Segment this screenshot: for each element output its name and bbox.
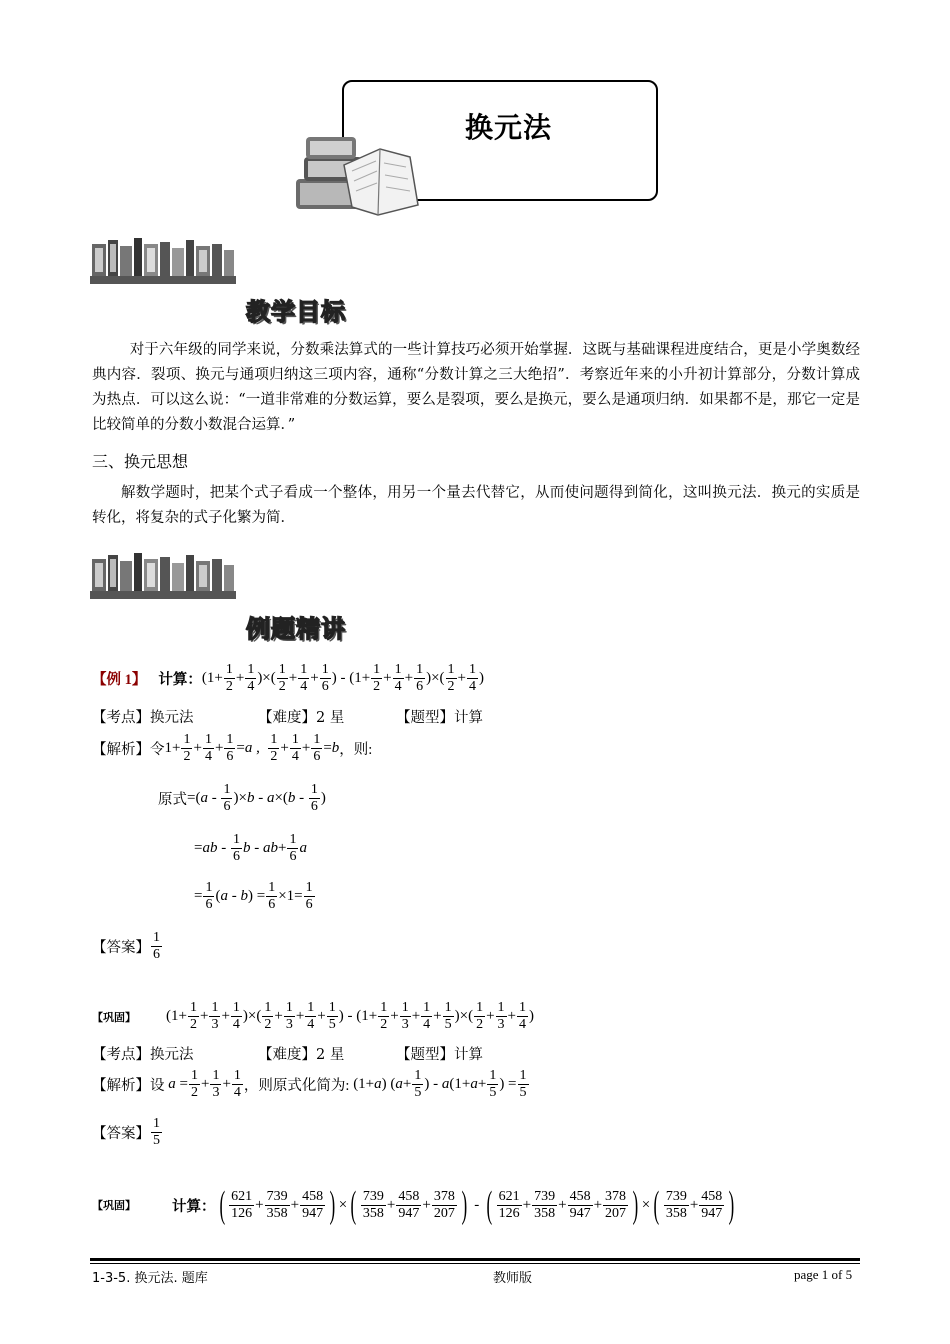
section-title-goals: 教学目标 <box>246 298 346 326</box>
practice1-answer-label: 【答案】 <box>92 1126 150 1142</box>
practice1-answer: 【答案】 $\frac{1}{5}$ <box>92 1116 160 1148</box>
solution-line-1: 原式 =( a - $\frac{1}{6}$ )× b - a ×( b - $\frac{1}{6}$ ) <box>158 782 326 814</box>
example1-jiexi-label: 【解析】令 <box>92 742 165 758</box>
practice2-prompt: 计算： <box>172 1198 216 1215</box>
example1-expression: (1+ $\frac{1}{2}$ + $\frac{1}{4}$ )×( $\frac{1}{2}$ + $\frac{1}{4}$ + $\frac{1}{6}$ ) - (1+ $\frac{1}{2}$ + $\frac{1}{4}$ + $\frac{1}{6}$ )×( $\frac{1}{2}$ + $\frac{1}{4}$ ) <box>201 662 485 694</box>
practice1-jiexi-mid: ，则原式化简为: <box>243 1078 350 1094</box>
practice1-jiexi-label: 【解析】设 <box>92 1078 165 1094</box>
practice1-kaodian: 【考点】换元法 <box>92 1047 194 1063</box>
footer-rule-thick <box>90 1258 860 1261</box>
section-title-examples: 例题精讲 <box>246 615 346 643</box>
example1-jiexi-then: ，则: <box>339 742 373 758</box>
practice1-nandu: 【难度】2 星 <box>258 1047 345 1063</box>
practice1-tag: 【巩固】 <box>92 1011 136 1024</box>
practice2-tag: 【巩固】 <box>92 1200 136 1212</box>
practice1-tixing: 【题型】计算 <box>396 1047 483 1063</box>
footer-rule-thin <box>90 1263 860 1264</box>
example1-question <box>92 662 484 695</box>
footer-page-number: page 1 of 5 <box>794 1267 853 1282</box>
bookshelf-banner-icon <box>90 551 238 601</box>
bookshelf-banner-icon <box>90 236 238 286</box>
yuanshi-label: 原式 <box>158 792 187 808</box>
example1-tixing: 【题型】计算 <box>396 710 483 726</box>
book-stack-icon <box>292 135 432 217</box>
page-title: 换元法 <box>465 111 553 144</box>
practice2-question: 【巩固】 计算： ( $\frac{621}{126}$ + $\frac{739}{358}$ + $\frac{458}{947}$ ) × ( $\frac{739}{358}$ + $\frac{458}{947}$ + $\frac{378}{207}$ ) - ( $\frac{621}{126}$ + $\frac{739}{358}$ + $\frac{458}{947}$ + $\frac{378}{207}$ ) × ( $\frac{739}{358}$ + $\frac{458}{947}$ ) <box>92 1184 735 1226</box>
example1-kaodian: 【考点】换元法 <box>92 710 194 726</box>
footer-left: 1-3-5. 换元法. 题库 <box>92 1271 208 1286</box>
example1-solution-setup: 【解析】令 1+ $\frac{1}{2}$ + $\frac{1}{4}$ + $\frac{1}{6}$ = a , $\frac{1}{2}$ + $\frac{1}{4}$ + $\frac{1}{6}$ = b ，则: <box>92 732 373 764</box>
example1-tag: 【例 1】 <box>92 672 147 688</box>
method-paragraph: 解数学题时，把某个式子看成一个整体，用另一个量去代替它，从而使问题得到简化，这叫换元法．换元的实质是转化，将复杂的式子化繁为简． <box>92 485 860 526</box>
example1-nandu: 【难度】2 星 <box>258 710 345 726</box>
practice1-question: 【巩固】 (1+ $\frac{1}{2}$ + $\frac{1}{3}$ + $\frac{1}{4}$ )×( $\frac{1}{2}$ + $\frac{1}{3}$ + $\frac{1}{4}$ + $\frac{1}{5}$ ) - (1+ $\frac{1}{2}$ + $\frac{1}{3}$ + $\frac{1}{4}$ + $\frac{1}{5}$ )×( $\frac{1}{2}$ + $\frac{1}{3}$ + $\frac{1}{4}$ ) <box>92 1000 535 1032</box>
solution-line-3: = $\frac{1}{6}$ ( a - b ) = $\frac{1}{6}$ ×1= $\frac{1}{6}$ <box>194 880 313 912</box>
example1-answer-label: 【答案】 <box>92 940 150 956</box>
intro-paragraph: 对于六年级的同学来说，分数乘法算式的一些计算技巧必须开始掌握．这既与基础课程进度结合，更是小学奥数经典内容．裂项、换元与通项归纳这三项内容，通称“分数计算之三大绝招”．考察近年来的小升初计算部分，分数计算成为热点．可以这么说：“一道非常难的分数运算，要么是裂项，要么是换元，要么是通项归纳．如果都不是，那它一定是比较简单的分数小数混合运算．” <box>92 342 860 433</box>
footer-center: 教师版 <box>493 1271 533 1286</box>
subsection-title: 三、换元思想 <box>92 452 189 471</box>
example1-prompt: 计算： <box>158 672 202 688</box>
example1-answer: 【答案】 $\frac{1}{6}$ <box>92 930 160 962</box>
solution-line-2: = ab - $\frac{1}{6}$ b - ab + $\frac{1}{6}$ a <box>194 832 307 864</box>
practice1-solution: 【解析】设 a = $\frac{1}{2}$ + $\frac{1}{3}$ + $\frac{1}{4}$ ，则原式化简为: (1+ a ) ( a + $\frac{1}{5}$ ) - a (1+ a + $\frac{1}{5}$ ) = $\frac{1}{5}$ <box>92 1068 527 1100</box>
